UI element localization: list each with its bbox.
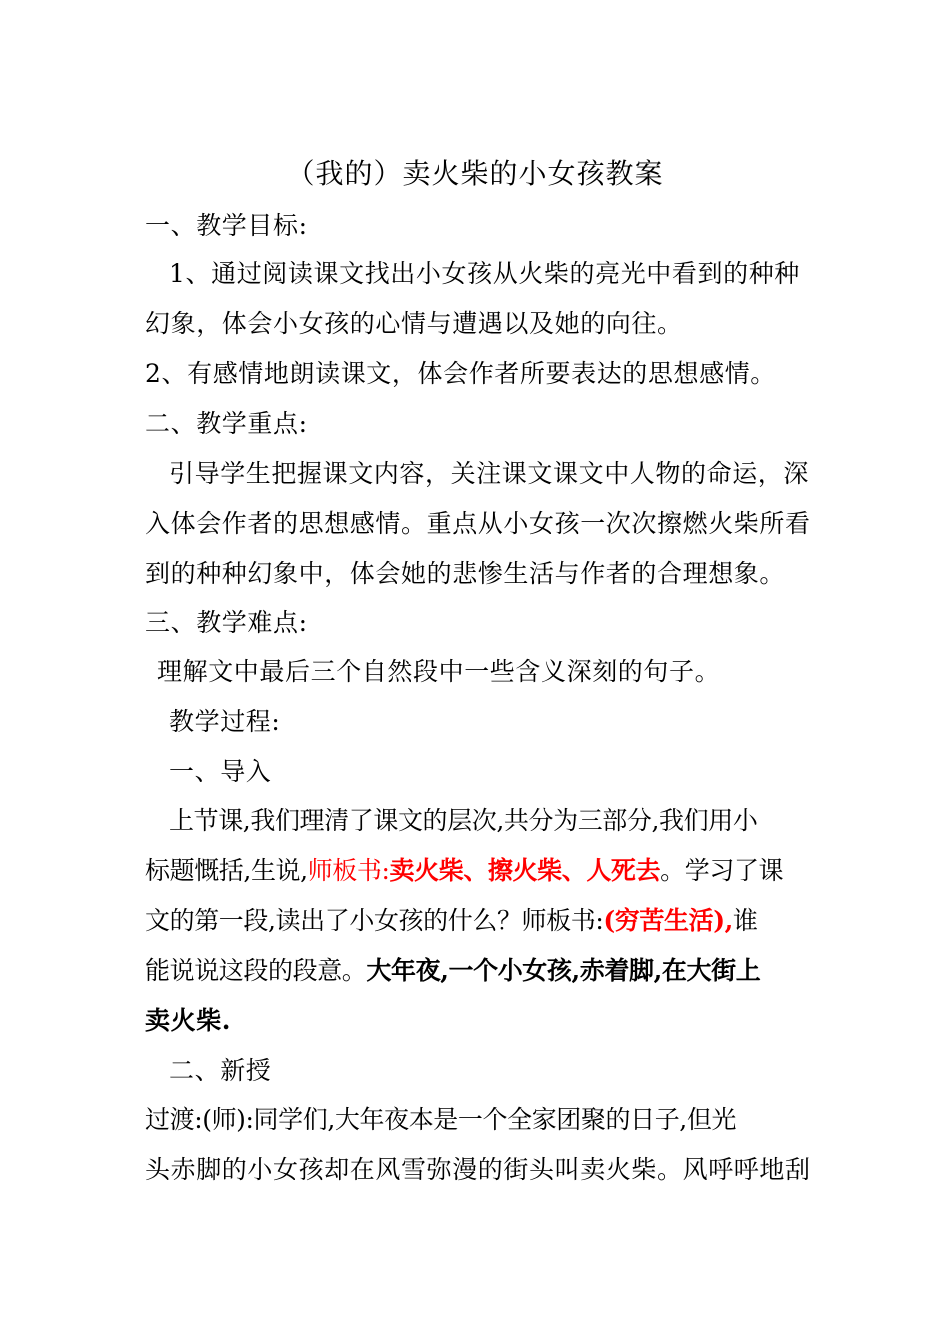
goal-item-1-line-1: 1、通过阅读课文找出小女孩从火柴的亮光中看到的种种	[169, 259, 800, 288]
part1-line-5: 卖火柴.	[145, 1006, 232, 1035]
board-poor-life: (穷苦生活),	[603, 906, 733, 935]
part1-heading: 一、导入	[169, 757, 272, 786]
part2-heading: 二、新授	[169, 1056, 272, 1085]
part1-line-3-end: 谁	[732, 906, 758, 935]
part1-line-2	[145, 855, 810, 887]
difficulties-text: 理解文中最后三个自然段中一些含义深刻的句子。	[157, 657, 721, 686]
part1-line-4	[145, 955, 810, 987]
part2-line-2: 头赤脚的小女孩却在风雪弥漫的街头叫卖火柴。风呼呼地刮	[145, 1155, 811, 1184]
part1-line-4-text: 能说说这段的段意。	[145, 956, 367, 985]
part1-line-2-text: 标题慨括,生说,	[145, 856, 308, 885]
goal-item-1-line-2: 幻象，体会小女孩的心情与遭遇以及她的向往。	[145, 309, 683, 338]
goal-item-2: 2、有感情地朗读课文，体会作者所要表达的思想感情。	[145, 359, 776, 388]
key-points-line-3: 到的种种幻象中，体会她的悲惨生活与作者的合理想象。	[145, 559, 786, 588]
key-points-line-1: 引导学生把握课文内容，关注课文课文中人物的命运，深	[169, 459, 810, 488]
part1-line-1: 上节课,我们理清了课文的层次,共分为三部分,我们用小	[169, 806, 758, 835]
process-heading: 教学过程:	[169, 707, 281, 736]
section-heading-key-points: 二、教学重点:	[145, 409, 308, 438]
part1-line-2-end: 。学习了课	[660, 856, 784, 885]
section-heading-difficulties: 三、教学难点:	[145, 608, 308, 637]
section-heading-goals: 一、教学目标:	[145, 211, 308, 240]
part2-line-1: 过渡:(师):同学们,大年夜本是一个全家团聚的日子,但光	[145, 1105, 737, 1134]
part1-line-3	[145, 905, 810, 937]
board-titles: 卖火柴、擦火柴、人死去	[389, 856, 661, 885]
part1-line-3-text: 文的第一段,读出了小女孩的什么？师板书:	[145, 906, 604, 935]
key-points-line-2: 入体会作者的思想感情。重点从小女孩一次次擦燃火柴所看	[145, 509, 811, 538]
page-title: （我的）卖火柴的小女孩教案	[286, 157, 664, 190]
board-label: 师板书:	[307, 856, 390, 885]
paragraph-meaning: 大年夜,一个小女孩,赤着脚,在大街上	[366, 956, 761, 985]
